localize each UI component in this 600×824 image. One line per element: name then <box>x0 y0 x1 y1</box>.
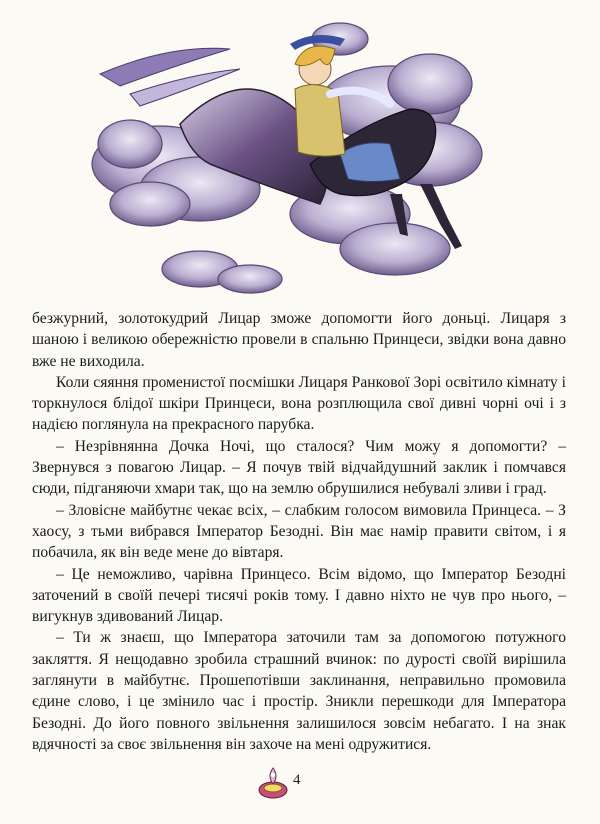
paragraph: – Незрівнянна Дочка Ночі, що сталося? Чим можу я допомогти? – Звернувся з повагою Лицар. – Я почув твій відчайдушний заклик і помчався сюди, підганяючи хмари так, що на землю обрушилися небувалі зливи і град. <box>32 437 566 498</box>
page-footer <box>256 764 336 804</box>
ornament-icon <box>256 764 290 800</box>
story-text <box>32 308 566 755</box>
page-number: 4 <box>293 772 301 788</box>
paragraph: – Це неможливо, чарівна Принцесо. Всім відомо, що Імператор Безодні заточений в своїй печері тисячі років тому. І давно ніхто не чув про нього, – вигукнув здивований Лицар. <box>32 565 566 626</box>
paragraph: – Ти ж знаєш, що Імператора заточили там за допомогою потужного закляття. Я нещодавно зробила страшний вчинок: по дурості своїй вирішила заглянути в майбутнє. Прошепотівши заклинання, неправильно промовила єдине слово, і це змінило час і простір. Зникли перешкоди для Імператора Безодні. До його повного звільнення залишилося зовсім небагато. І на знак вдячності за своє звільнення він захоче на мені одружитися. <box>32 629 566 753</box>
knight-pegasus-illustration <box>90 14 490 296</box>
paragraph: Коли сяяння променистої посмішки Лицаря Ранкової Зорі освітило кімнату і торкнулося блідої шкіри Принцеси, вона розплющила свої дивні чорні очі і з надією поглянула на прекрасного парубка. <box>32 373 566 434</box>
paragraph: безжурний, золотокудрий Лицар зможе допомогти його доньці. Лицаря з шаною і великою обережністю провели в спальню Принцеси, звідки вона давно вже не виходила. <box>32 310 566 370</box>
paragraph: – Зловісне майбутнє чекає всіх, – слабким голосом вимовила Принцеса. – З хаосу, з тьми вибрався Імператор Безодні. Він має намір правити світом, і я побачила, як він веде мене до вівтаря. <box>32 501 566 562</box>
